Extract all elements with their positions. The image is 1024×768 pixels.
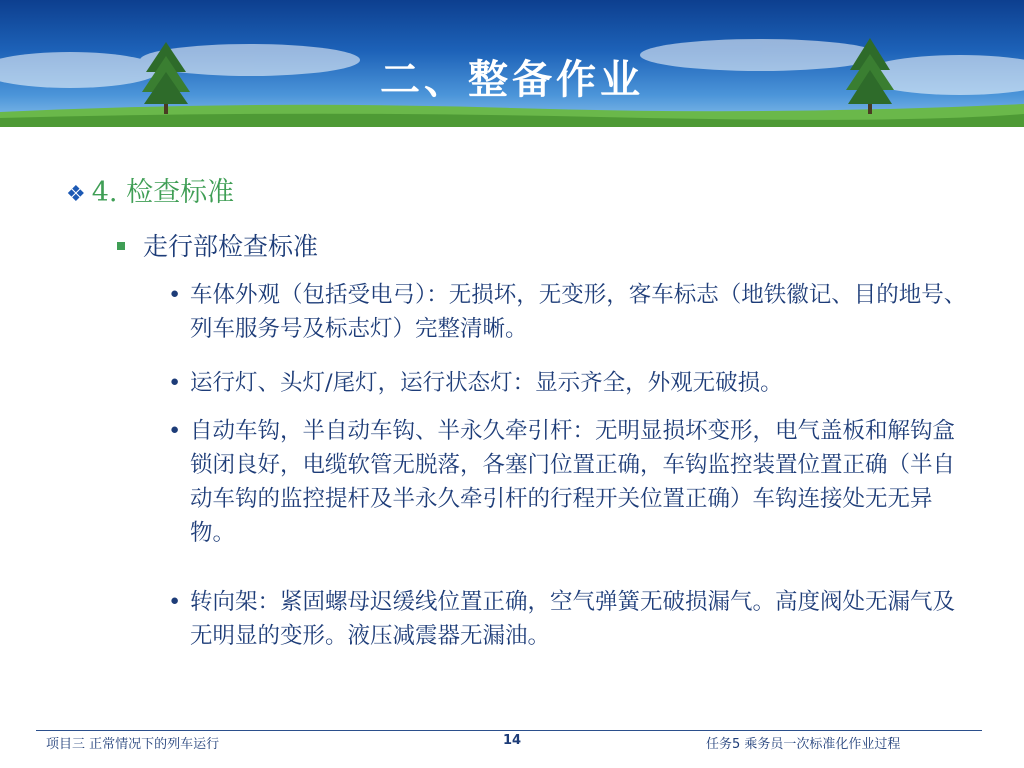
diamond-bullet-icon: ❖ [66,182,86,207]
list-item-text: 车体外观（包括受电弓）：无损坏，无变形，客车标志（地铁徽记、目的地号、列车服务号及标志灯）完整清晰。 [190,282,967,342]
dot-bullet-icon: • [168,282,182,308]
slide-title: 二、整备作业 [380,57,644,103]
page-number: 14 [503,733,522,748]
list-item-text: 运行灯、头灯/尾灯，运行状态灯：显示齐全，外观无破损。 [190,370,783,396]
section-heading-text: 4. 检查标准 [91,177,235,208]
footer-task: 任务5 乘务员一次标准化作业过程 [706,737,901,752]
dot-bullet-icon: • [168,370,182,396]
footer-divider [36,730,982,731]
square-bullet-icon [117,242,125,250]
dot-bullet-icon: • [168,589,182,615]
subheading [117,227,318,263]
list-item [168,585,968,653]
list-item [168,366,968,400]
footer-project: 项目三 正常情况下的列车运行 [46,737,220,752]
list-item [168,278,968,346]
section-heading [66,170,234,209]
subheading-text: 走行部检查标准 [143,232,319,261]
list-item-text: 自动车钩，半自动车钩、半永久牵引杆：无明显损坏变形，电气盖板和解钩盒锁闭良好，电缆软管无脱落，各塞门位置正确，车钩监控装置位置正确（半自动车钩的监控提杆及半永久牵引杆的行程开关位置正确）车钩连接处无无异物。 [190,418,956,546]
list-item-text: 转向架：紧固螺母迟缓线位置正确，空气弹簧无破损漏气。高度阀处无漏气及无明显的变形。液压减震器无漏油。 [190,589,956,649]
dot-bullet-icon: • [168,418,182,444]
list-item [168,414,968,550]
